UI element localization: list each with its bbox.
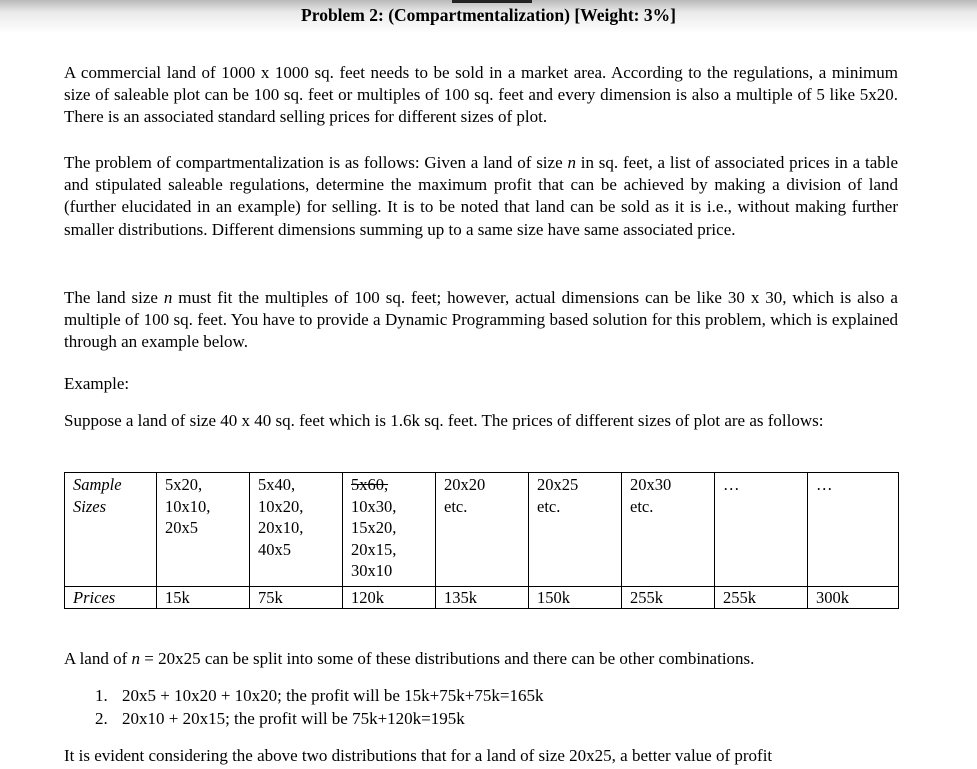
example-label: Example:: [64, 374, 130, 393]
paragraph-problem: [64, 152, 898, 241]
paragraph-intro: A commercial land of 1000 x 1000 sq. feet needs to be sold in a market area. According to the regulations, a minimum size of saleable plot can be 100 sq. feet or multiples of 100 sq. feet and every dimension is also a multiple of 5 like 5x20. There is an associated standard selling prices for different sizes of plot.: [64, 63, 898, 127]
table-row-sizes: [65, 473, 899, 587]
price-cell: 120k: [343, 587, 436, 609]
size-option: 20x15,: [351, 539, 397, 559]
size-cell-1: [157, 473, 250, 587]
size-cell-5: [529, 473, 622, 587]
row-header-sizes: Sample Sizes: [65, 473, 157, 587]
size-option: 20x25: [537, 475, 579, 494]
size-option: etc.: [537, 496, 561, 516]
text: must fit the multiples of 100 sq. feet; however, actual dimensions can be like 30 x 30, which is also a multiple of 100 sq. feet. You have to provide a Dynamic Programming based solution for this problem, which is explained through an example below.: [64, 288, 898, 352]
list-item: [95, 708, 543, 731]
price-cell: 150k: [529, 587, 622, 609]
price-table: [64, 472, 899, 609]
size-cell-2: [250, 473, 343, 587]
size-cell-7: …: [715, 473, 808, 587]
size-cell-3: [343, 473, 436, 587]
variable-n: n: [567, 153, 576, 172]
size-cell-6: [622, 473, 715, 587]
text: A land of: [64, 649, 132, 668]
size-option: 30x10: [351, 561, 393, 580]
list-number: 2.: [95, 708, 108, 728]
variable-n: n: [131, 649, 141, 668]
variable-n: n: [163, 288, 173, 307]
size-option: etc.: [444, 496, 468, 516]
size-option: 5x20,: [165, 475, 203, 494]
size-option: 20x30: [630, 475, 672, 494]
price-cell: 300k: [808, 587, 899, 609]
price-cell: 15k: [157, 587, 250, 609]
size-option: 10x20,: [258, 496, 304, 516]
paragraph-constraints: [64, 287, 898, 354]
size-option: 5x40,: [258, 475, 296, 494]
size-option: 15x20,: [351, 518, 397, 537]
list-text: 20x10 + 20x15; the profit will be 75k+120k=195k: [122, 708, 465, 728]
text: The land size: [64, 288, 164, 307]
price-cell: 255k: [622, 587, 715, 609]
list-text: 20x5 + 10x20 + 10x20; the profit will be 15k+75k+75k=165k: [122, 686, 544, 705]
size-option: 20x20: [444, 475, 486, 494]
size-cell-4: [436, 473, 529, 587]
size-option: 20x5: [165, 518, 198, 537]
size-option: 20x10,: [258, 518, 304, 537]
page-title: Problem 2: (Compartmentalization) [Weight: 3%]: [301, 5, 676, 25]
size-option: 10x30,: [351, 496, 397, 516]
list-number: 1.: [95, 686, 108, 705]
price-cell: 135k: [436, 587, 529, 609]
top-tab-indicator: [452, 0, 532, 3]
text: = 20x25 can be split into some of these distributions and there can be other combinations.: [140, 649, 755, 668]
text: The problem of compartmentalization is as follows: Given a land of size: [64, 153, 568, 172]
size-option: 10x10,: [165, 496, 211, 516]
price-cell: 75k: [250, 587, 343, 609]
row-header-prices: Prices: [65, 587, 157, 609]
text: in sq. feet, a list of associated prices in a table and stipulated saleable regulations, determine the maximum profit that can be achieved by making a division of land (further elucidated in an example) for selling. It is to be noted that land can be sold as it is i.e., without making further smaller distributions. Different dimensions summing up to a same size have same associated price.: [64, 153, 899, 239]
paragraph-conclusion: It is evident considering the above two distributions that for a land of size 20x25, a better value of profit: [64, 746, 773, 765]
size-option: etc.: [630, 496, 654, 516]
table-row-prices: [65, 587, 899, 609]
distribution-list: [95, 685, 543, 730]
size-cell-8: …: [808, 473, 899, 587]
price-cell: 255k: [715, 587, 808, 609]
size-option-struck: 5x60,: [351, 475, 389, 494]
size-option: 40x5: [258, 539, 291, 559]
paragraph-example: Suppose a land of size 40 x 40 sq. feet which is 1.6k sq. feet. The prices of different sizes of plot are as follows:: [64, 411, 824, 430]
paragraph-split: [64, 648, 898, 670]
list-item: [95, 685, 543, 708]
